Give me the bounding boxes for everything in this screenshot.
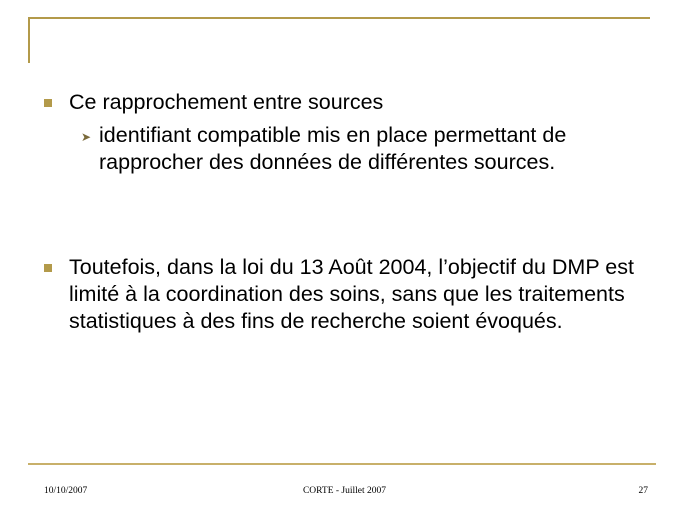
footer-title: CORTE - Juillet 2007 <box>302 486 387 496</box>
page-number: 27 <box>638 486 648 496</box>
sub-bullet-text: identifiant compatible mis en place permettant de rapprocher des données de différentes sources. <box>99 123 567 174</box>
bullet-text: Toutefois, dans la loi du 13 Août 2004, l’objectif du DMP est limité à la coordination des soins, sans que les traitements statistiques à des fins de recherche soient évoqués. <box>69 255 634 333</box>
bullet-level1-row <box>0 254 659 335</box>
bullet-level1-row <box>0 89 659 116</box>
bullet-level2-row <box>0 122 659 176</box>
bullet-text: Ce rapprochement entre sources <box>69 90 384 114</box>
bullet-item <box>0 254 689 335</box>
footer-date: 10/10/2007 <box>44 486 88 496</box>
square-bullet-icon <box>44 264 52 272</box>
bullet-item <box>0 89 689 176</box>
square-bullet-icon <box>44 99 52 107</box>
footer-divider <box>28 463 656 465</box>
arrow-bullet-icon: ➤ <box>81 130 92 144</box>
